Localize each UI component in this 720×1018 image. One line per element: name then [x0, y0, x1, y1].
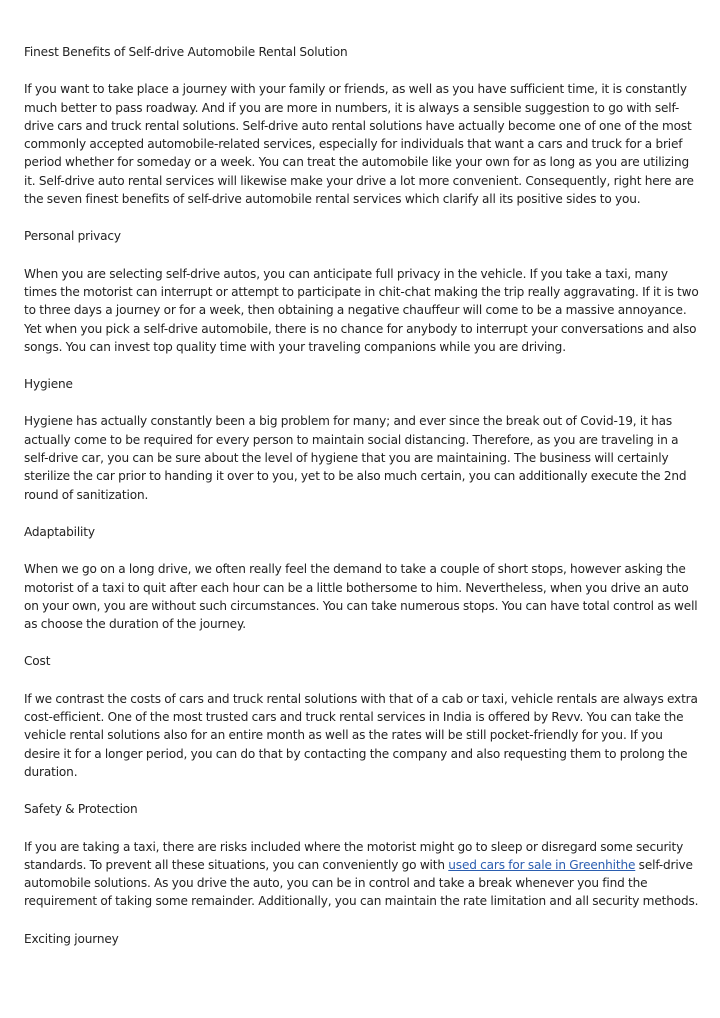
section-heading-hygiene: Hygiene: [24, 377, 73, 392]
safety-text-before-link: If you are taking a taxi, there are risks included where the motorist might go to sleep or disregard some security standards. To prevent all these situations, you can conveniently go with: [24, 839, 684, 872]
section-body-personal-privacy: When you are selecting self-drive autos, you can anticipate full privacy in the vehicle. If you take a taxi, many times the motorist can interrupt or attempt to participate in chit-chat making the trip really aggravating. If it is two to three days a journey or for a week, then obtaining a negative chauffeur will come to be a massive annoyance. Yet when you pick a self-drive automobile, there is no chance for anybody to interrupt your conversations and also songs. You can invest top quality time with your traveling companions while you are driving.: [24, 266, 699, 354]
section-body-cost: If we contrast the costs of cars and truck rental solutions with that of a cab or taxi, vehicle rentals are always extra cost-efficient. One of the most trusted cars and truck rental services in India is offered by Revv. You can take the vehicle rental solutions also for an entire month as well as the rates will be still pocket-friendly for you. If you desire it for a longer period, you can do that by contacting the company and also requesting them to prolong the duration.: [24, 691, 698, 779]
section-heading-safety-protection: Safety & Protection: [24, 802, 138, 817]
section-heading-cost: Cost: [24, 654, 51, 669]
intro-paragraph: If you want to take place a journey with your family or friends, as well as you have sufficient time, it is constantly much better to pass roadway. And if you are more in numbers, it is always a sensible suggestion to go with self-drive cars and truck rental solutions. Self-drive auto rental solutions have actually become one of one of the most commonly accepted automobile-related services, especially for individuals that want a cars and truck for a brief period whether for someday or a week. You can treat the automobile like your own for as long as you are utilizing it. Self-drive auto rental services will likewise make your drive a lot more convenient. Consequently, right here are the seven finest benefits of self-drive automobile rental services which clarify all its positive sides to you.: [24, 82, 694, 207]
article-title: Finest Benefits of Self-drive Automobile Rental Solution: [24, 45, 348, 59]
document-page: [24, 43, 699, 967]
safety-text-after-link: self-drive automobile solutions. As you drive the auto, you can be in control and take a break whenever you find the requirement of taking some remainder. Additionally, you can maintain the rate limitation and all security methods.: [24, 857, 699, 909]
section-body-safety-protection: [24, 838, 699, 911]
section-heading-personal-privacy: Personal privacy: [24, 229, 121, 244]
section-heading-exciting-journey: Exciting journey: [24, 931, 119, 946]
used-cars-greenhithe-link[interactable]: used cars for sale in Greenhithe: [448, 857, 636, 872]
section-heading-adaptability: Adaptability: [24, 524, 95, 539]
section-body-adaptability: When we go on a long drive, we often really feel the demand to take a couple of short stops, however asking the motorist of a taxi to quit after each hour can be a little bothersome to him. Nevertheless, when you drive an auto on your own, you are without such circumstances. You can take numerous stops. You can have total control as well as choose the duration of the journey.: [24, 562, 698, 632]
section-body-hygiene: Hygiene has actually constantly been a big problem for many; and ever since the break out of Covid-19, it has actually come to be required for every person to maintain social distancing. Therefore, as you are traveling in a self-drive car, you can be sure about the level of hygiene that you are maintaining. The business will certainly sterilize the car prior to handing it over to you, yet to be also much certain, you can additionally execute the 2nd round of sanitization.: [24, 414, 687, 502]
